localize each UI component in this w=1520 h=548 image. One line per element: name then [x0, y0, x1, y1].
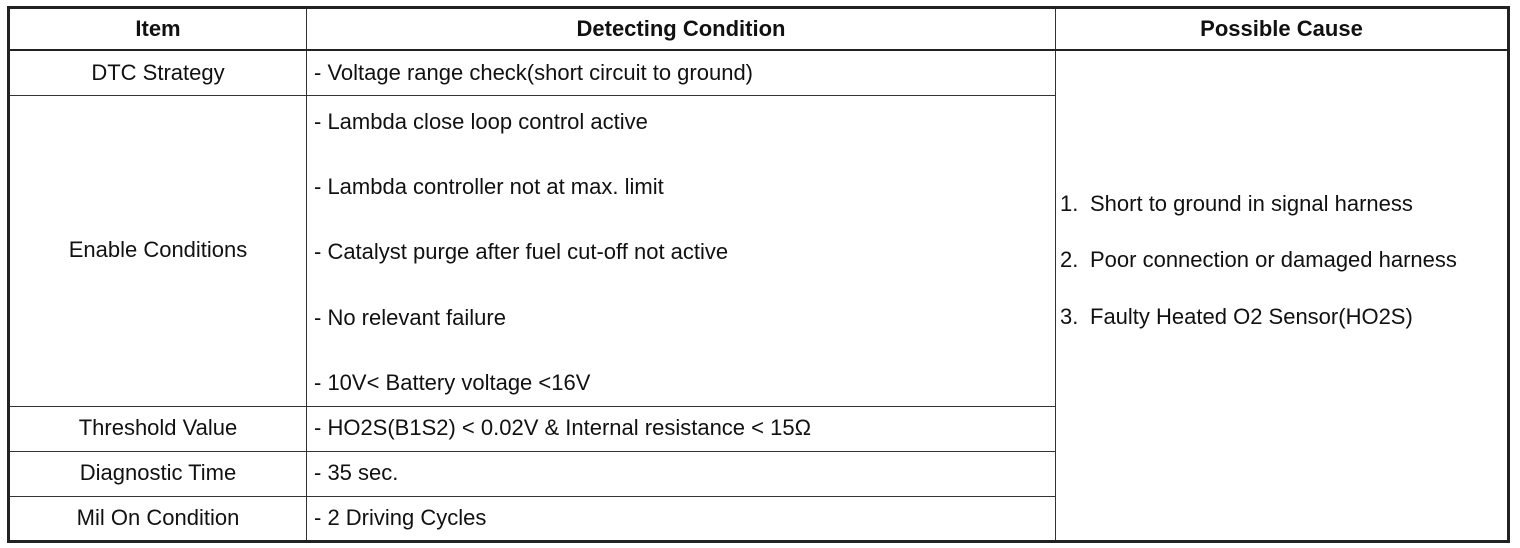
- item-cell: Mil On Condition: [9, 496, 307, 541]
- condition-line: - Lambda controller not at max. limit: [314, 173, 664, 199]
- cause-text: Poor connection or damaged harness: [1090, 247, 1457, 273]
- table-body: [9, 50, 1509, 541]
- dtc-table: [7, 6, 1510, 543]
- table-header: [9, 8, 1509, 51]
- condition-line: - 10V< Battery voltage <16V: [314, 370, 591, 396]
- condition-cell: - 35 sec.: [307, 451, 1056, 496]
- condition-cell: [307, 95, 1056, 406]
- item-cell: Enable Conditions: [9, 95, 307, 406]
- condition-line: - No relevant failure: [314, 304, 506, 330]
- condition-line: - Lambda close loop control active: [314, 108, 648, 134]
- table-row: [9, 50, 1509, 95]
- cause-number: 2.: [1060, 247, 1079, 273]
- item-cell: Threshold Value: [9, 406, 307, 451]
- possible-cause-item: [1060, 304, 1497, 330]
- header-item: Item: [9, 8, 307, 51]
- condition-cell: - 2 Driving Cycles: [307, 496, 1056, 541]
- item-cell: Diagnostic Time: [9, 451, 307, 496]
- cause-number: 1.: [1060, 191, 1079, 216]
- cause-text: Short to ground in signal harness: [1090, 191, 1413, 216]
- header-detecting-condition: Detecting Condition: [307, 8, 1056, 51]
- condition-line: - Catalyst purge after fuel cut-off not active: [314, 239, 729, 265]
- condition-cell: - Voltage range check(short circuit to ground): [307, 50, 1056, 95]
- cause-text: Faulty Heated O2 Sensor(HO2S): [1090, 303, 1413, 329]
- header-row: [9, 8, 1509, 51]
- possible-cause-item: [1060, 247, 1497, 273]
- cause-number: 3.: [1060, 303, 1079, 329]
- item-cell: DTC Strategy: [9, 50, 307, 95]
- condition-cell: - HO2S(B1S2) < 0.02V & Internal resistance < 15Ω: [307, 406, 1056, 451]
- possible-cause-list: [1060, 191, 1497, 330]
- possible-cause-cell: [1056, 50, 1509, 541]
- header-possible-cause: Possible Cause: [1056, 8, 1509, 51]
- possible-cause-item: [1060, 191, 1497, 217]
- enable-conditions-list: [314, 103, 1055, 399]
